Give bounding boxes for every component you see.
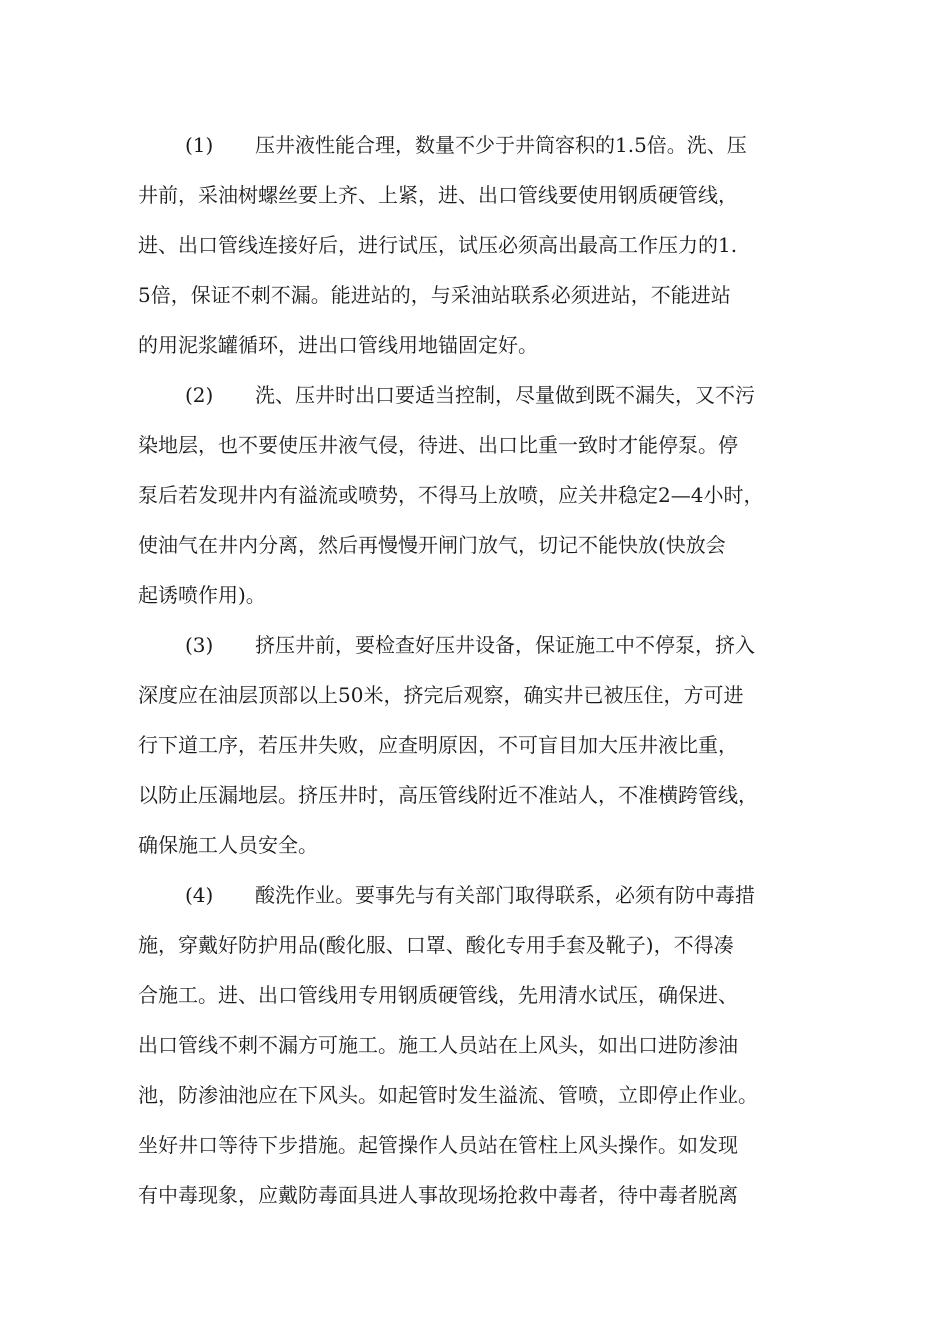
paragraph-4-number: (4) xyxy=(185,883,214,907)
paragraph-4-line-6: 坐好井口等待下步措施。起管操作人员站在管柱上风头操作。如发现 xyxy=(138,1133,738,1157)
paragraph-3-line-4: 以防止压漏地层。挤压井时，高压管线附近不准站人，不准横跨管线， xyxy=(138,783,758,807)
paragraph-1-line-1: 压井液性能合理，数量不少于井筒容积的1.5倍。洗、压 xyxy=(255,133,747,157)
paragraph-2-line-2: 染地层，也不要使压井液气侵，待进、出口比重一致时才能停泵。停 xyxy=(138,433,738,457)
paragraph-2-line-4: 使油气在井内分离，然后再慢慢开闸门放气，切记不能快放(快放会 xyxy=(138,533,726,557)
paragraph-2-line-5: 起诱喷作用)。 xyxy=(138,583,266,607)
paragraph-4-line-1: 酸洗作业。要事先与有关部门取得联系，必须有防中毒措 xyxy=(255,883,755,907)
paragraph-3-line-1: 挤压井前，要检查好压井设备，保证施工中不停泵，挤入 xyxy=(255,633,755,657)
paragraph-3-line-5: 确保施工人员安全。 xyxy=(138,833,318,857)
paragraph-1-number: (1) xyxy=(185,133,214,157)
paragraph-3-line-3: 行下道工序，若压井失败，应查明原因，不可盲目加大压井液比重， xyxy=(138,733,738,757)
paragraph-1-line-2: 井前，采油树螺丝要上齐、上紧，进、出口管线要使用钢质硬管线， xyxy=(138,183,738,207)
paragraph-4-line-7: 有中毒现象，应戴防毒面具进人事故现场抢救中毒者，待中毒者脱离 xyxy=(138,1183,738,1207)
paragraph-3-number: (3) xyxy=(185,633,214,657)
paragraph-4-line-2: 施，穿戴好防护用品(酸化服、口罩、酸化专用手套及靴子)，不得凑 xyxy=(138,933,734,957)
paragraph-2-line-1: 洗、压井时出口要适当控制，尽量做到既不漏失，又不污 xyxy=(255,383,755,407)
paragraph-2-line-3: 泵后若发现井内有溢流或喷势，不得马上放喷，应关井稳定2—4小时， xyxy=(138,483,764,507)
paragraph-4-line-3: 合施工。进、出口管线用专用钢质硬管线，先用清水试压，确保进、 xyxy=(138,983,738,1007)
paragraph-1-line-3: 进、出口管线连接好后，进行试压，试压必须高出最高工作压力的1. xyxy=(138,233,738,257)
paragraph-2-number: (2) xyxy=(185,383,214,407)
paragraph-3-line-2: 深度应在油层顶部以上50米，挤完后观察，确实井已被压住，方可进 xyxy=(138,683,744,707)
paragraph-4-line-5: 池，防渗油池应在下风头。如起管时发生溢流、管喷，立即停止作业。 xyxy=(138,1083,758,1107)
paragraph-4-line-4: 出口管线不刺不漏方可施工。施工人员站在上风头，如出口进防渗油 xyxy=(138,1033,738,1057)
paragraph-1-line-4: 5倍，保证不刺不漏。能进站的，与采油站联系必须进站，不能进站 xyxy=(138,283,731,307)
paragraph-1-line-5: 的用泥浆罐循环，进出口管线用地锚固定好。 xyxy=(138,333,538,357)
